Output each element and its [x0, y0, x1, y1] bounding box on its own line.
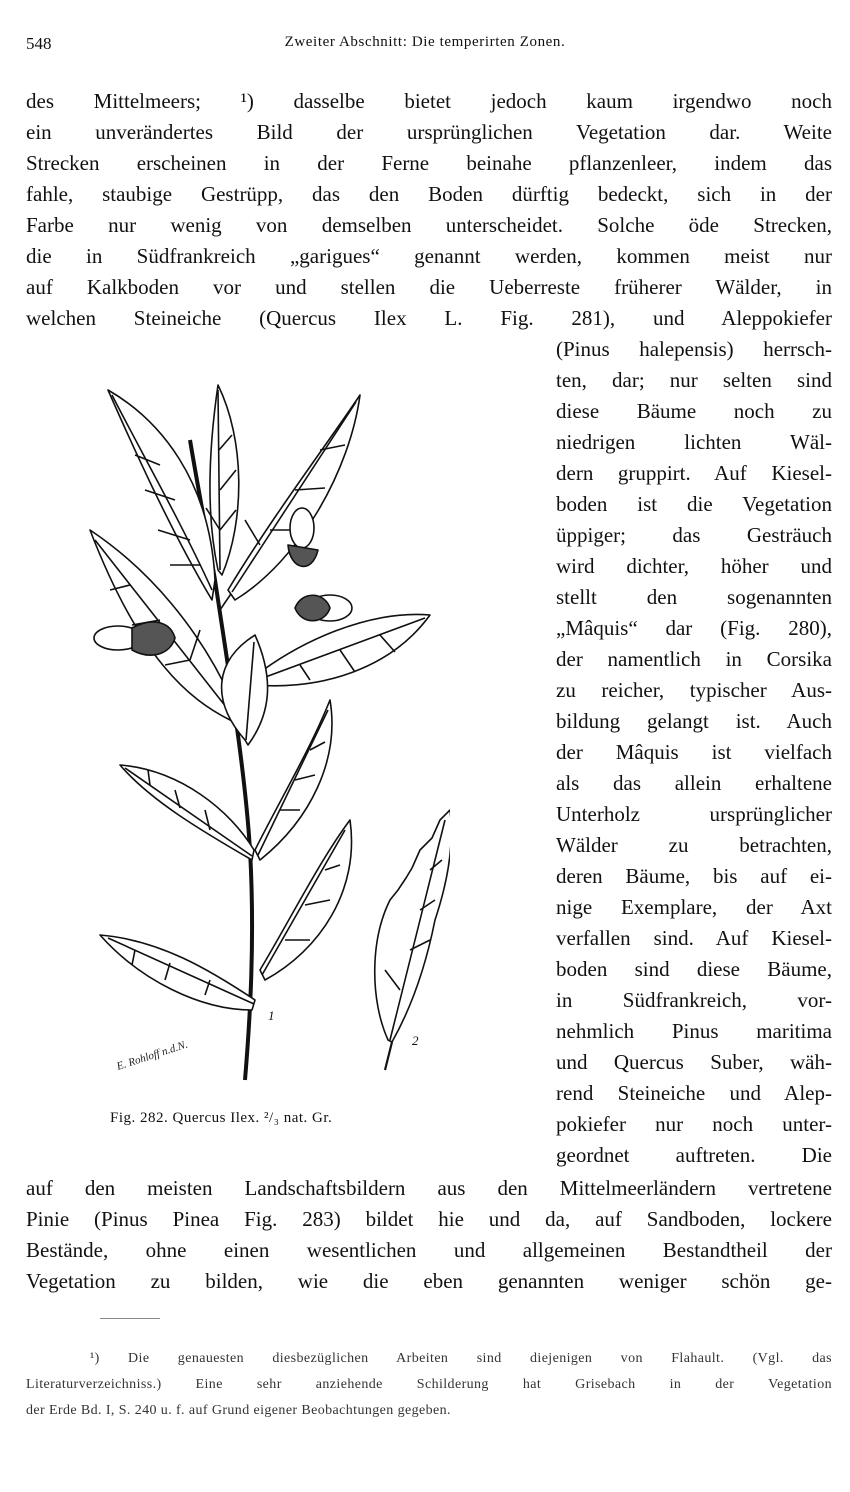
text-line: des Mittelmeers; ¹) dasselbe bietet jedoch kaum irgendwo noch: [26, 89, 832, 113]
leaf: [120, 765, 254, 860]
column-line: boden ist die Vegetation: [556, 492, 832, 516]
column-line: nige Exemplare, der Axt: [556, 895, 832, 919]
figure-label-1: 1: [268, 1008, 275, 1023]
column-line: „Mâquis“ dar (Fig. 280),: [556, 616, 832, 640]
text-line: fahle, staubige Gestrüpp, das den Boden dürftig bedeckt, sich in der: [26, 182, 832, 206]
column-line: als das allein erhaltene: [556, 771, 832, 795]
column-line: stellt den sogenannten: [556, 585, 832, 609]
text-line: auf den meisten Landschaftsbildern aus den Mittelmeerländern vertretene: [26, 1176, 832, 1200]
column-line: üppiger; das Gesträuch: [556, 523, 832, 547]
column-line: (Pinus halepensis) herrsch-: [556, 337, 832, 361]
column-line: wird dichter, höher und: [556, 554, 832, 578]
footnote-line: ¹) Die genauesten diesbezüglichen Arbeiten sind diejenigen von Flahault. (Vgl. das: [90, 1351, 832, 1366]
column-line: deren Bäume, bis auf ei-: [556, 864, 832, 888]
column-line: der Mâquis ist vielfach: [556, 740, 832, 764]
figure-label-2: 2: [412, 1033, 419, 1048]
column-line: der namentlich in Corsika: [556, 647, 832, 671]
footnote-line: Literaturverzeichniss.) Eine sehr anziehende Schilderung hat Grisebach in der Vegetation: [26, 1377, 832, 1392]
column-line: nehmlich Pinus maritima: [556, 1019, 832, 1043]
column-line: Wälder zu betrachten,: [556, 833, 832, 857]
footnote-line: der Erde Bd. I, S. 240 u. f. auf Grund eigener Beobachtungen gegeben.: [26, 1403, 451, 1418]
figure-caption: Fig. 282. Quercus Ilex. ²/₃ nat. Gr.: [110, 1110, 333, 1126]
column-line: bildung gelangt ist. Auch: [556, 709, 832, 733]
column-line: zu reicher, typischer Aus-: [556, 678, 832, 702]
column-line: verfallen sind. Auf Kiesel-: [556, 926, 832, 950]
leaf: [255, 700, 332, 860]
text-line: Pinie (Pinus Pinea Fig. 283) bildet hie und da, auf Sandboden, lockere: [26, 1207, 832, 1231]
leaf: [100, 935, 255, 1010]
leaf: [222, 635, 268, 745]
acorn: [94, 622, 175, 655]
text-line: Strecken erscheinen in der Ferne beinahe pflanzenleer, indem das: [26, 151, 832, 175]
column-line: Unterholz ursprünglicher: [556, 802, 832, 826]
column-line: pokiefer nur noch unter-: [556, 1112, 832, 1136]
running-head: Zweiter Abschnitt: Die temperirten Zonen.: [284, 34, 566, 50]
text-line: Farbe nur wenig von demselben unterscheidet. Solche öde Strecken,: [26, 213, 832, 237]
column-line: rend Steineiche und Alep-: [556, 1081, 832, 1105]
column-line: dern gruppirt. Auf Kiesel-: [556, 461, 832, 485]
column-line: geordnet auftreten. Die: [556, 1143, 832, 1167]
quercus-ilex-illustration: [40, 380, 450, 1100]
text-line: die in Südfrankreich „garigues“ genannt werden, kommen meist nur: [26, 244, 832, 268]
artist-signature: E. Rohloff n.d.N.: [115, 1038, 190, 1073]
leaf: [228, 395, 360, 600]
page-number: 548: [26, 34, 52, 53]
column-line: und Quercus Suber, wäh-: [556, 1050, 832, 1074]
column-line: diese Bäume noch zu: [556, 399, 832, 423]
text-line: welchen Steineiche (Quercus Ilex L. Fig. 281), und Aleppokiefer: [26, 306, 832, 330]
page-header: [26, 34, 824, 58]
column-line: boden sind diese Bäume,: [556, 957, 832, 981]
text-line: ein unverändertes Bild der ursprünglichen Vegetation dar. Weite: [26, 120, 832, 144]
column-line: ten, dar; nur selten sind: [556, 368, 832, 392]
acorn: [295, 595, 352, 621]
column-line: in Südfrankreich, vor-: [556, 988, 832, 1012]
column-line: niedrigen lichten Wäl-: [556, 430, 832, 454]
footnote-separator: [100, 1318, 160, 1319]
leaf-detail: [375, 810, 450, 1070]
text-line: Vegetation zu bilden, wie die eben genannten weniger schön ge-: [26, 1269, 832, 1293]
text-line: Bestände, ohne einen wesentlichen und allgemeinen Bestandtheil der: [26, 1238, 832, 1262]
text-line: auf Kalkboden vor und stellen die Ueberreste früherer Wälder, in: [26, 275, 832, 299]
leaf: [250, 614, 430, 685]
